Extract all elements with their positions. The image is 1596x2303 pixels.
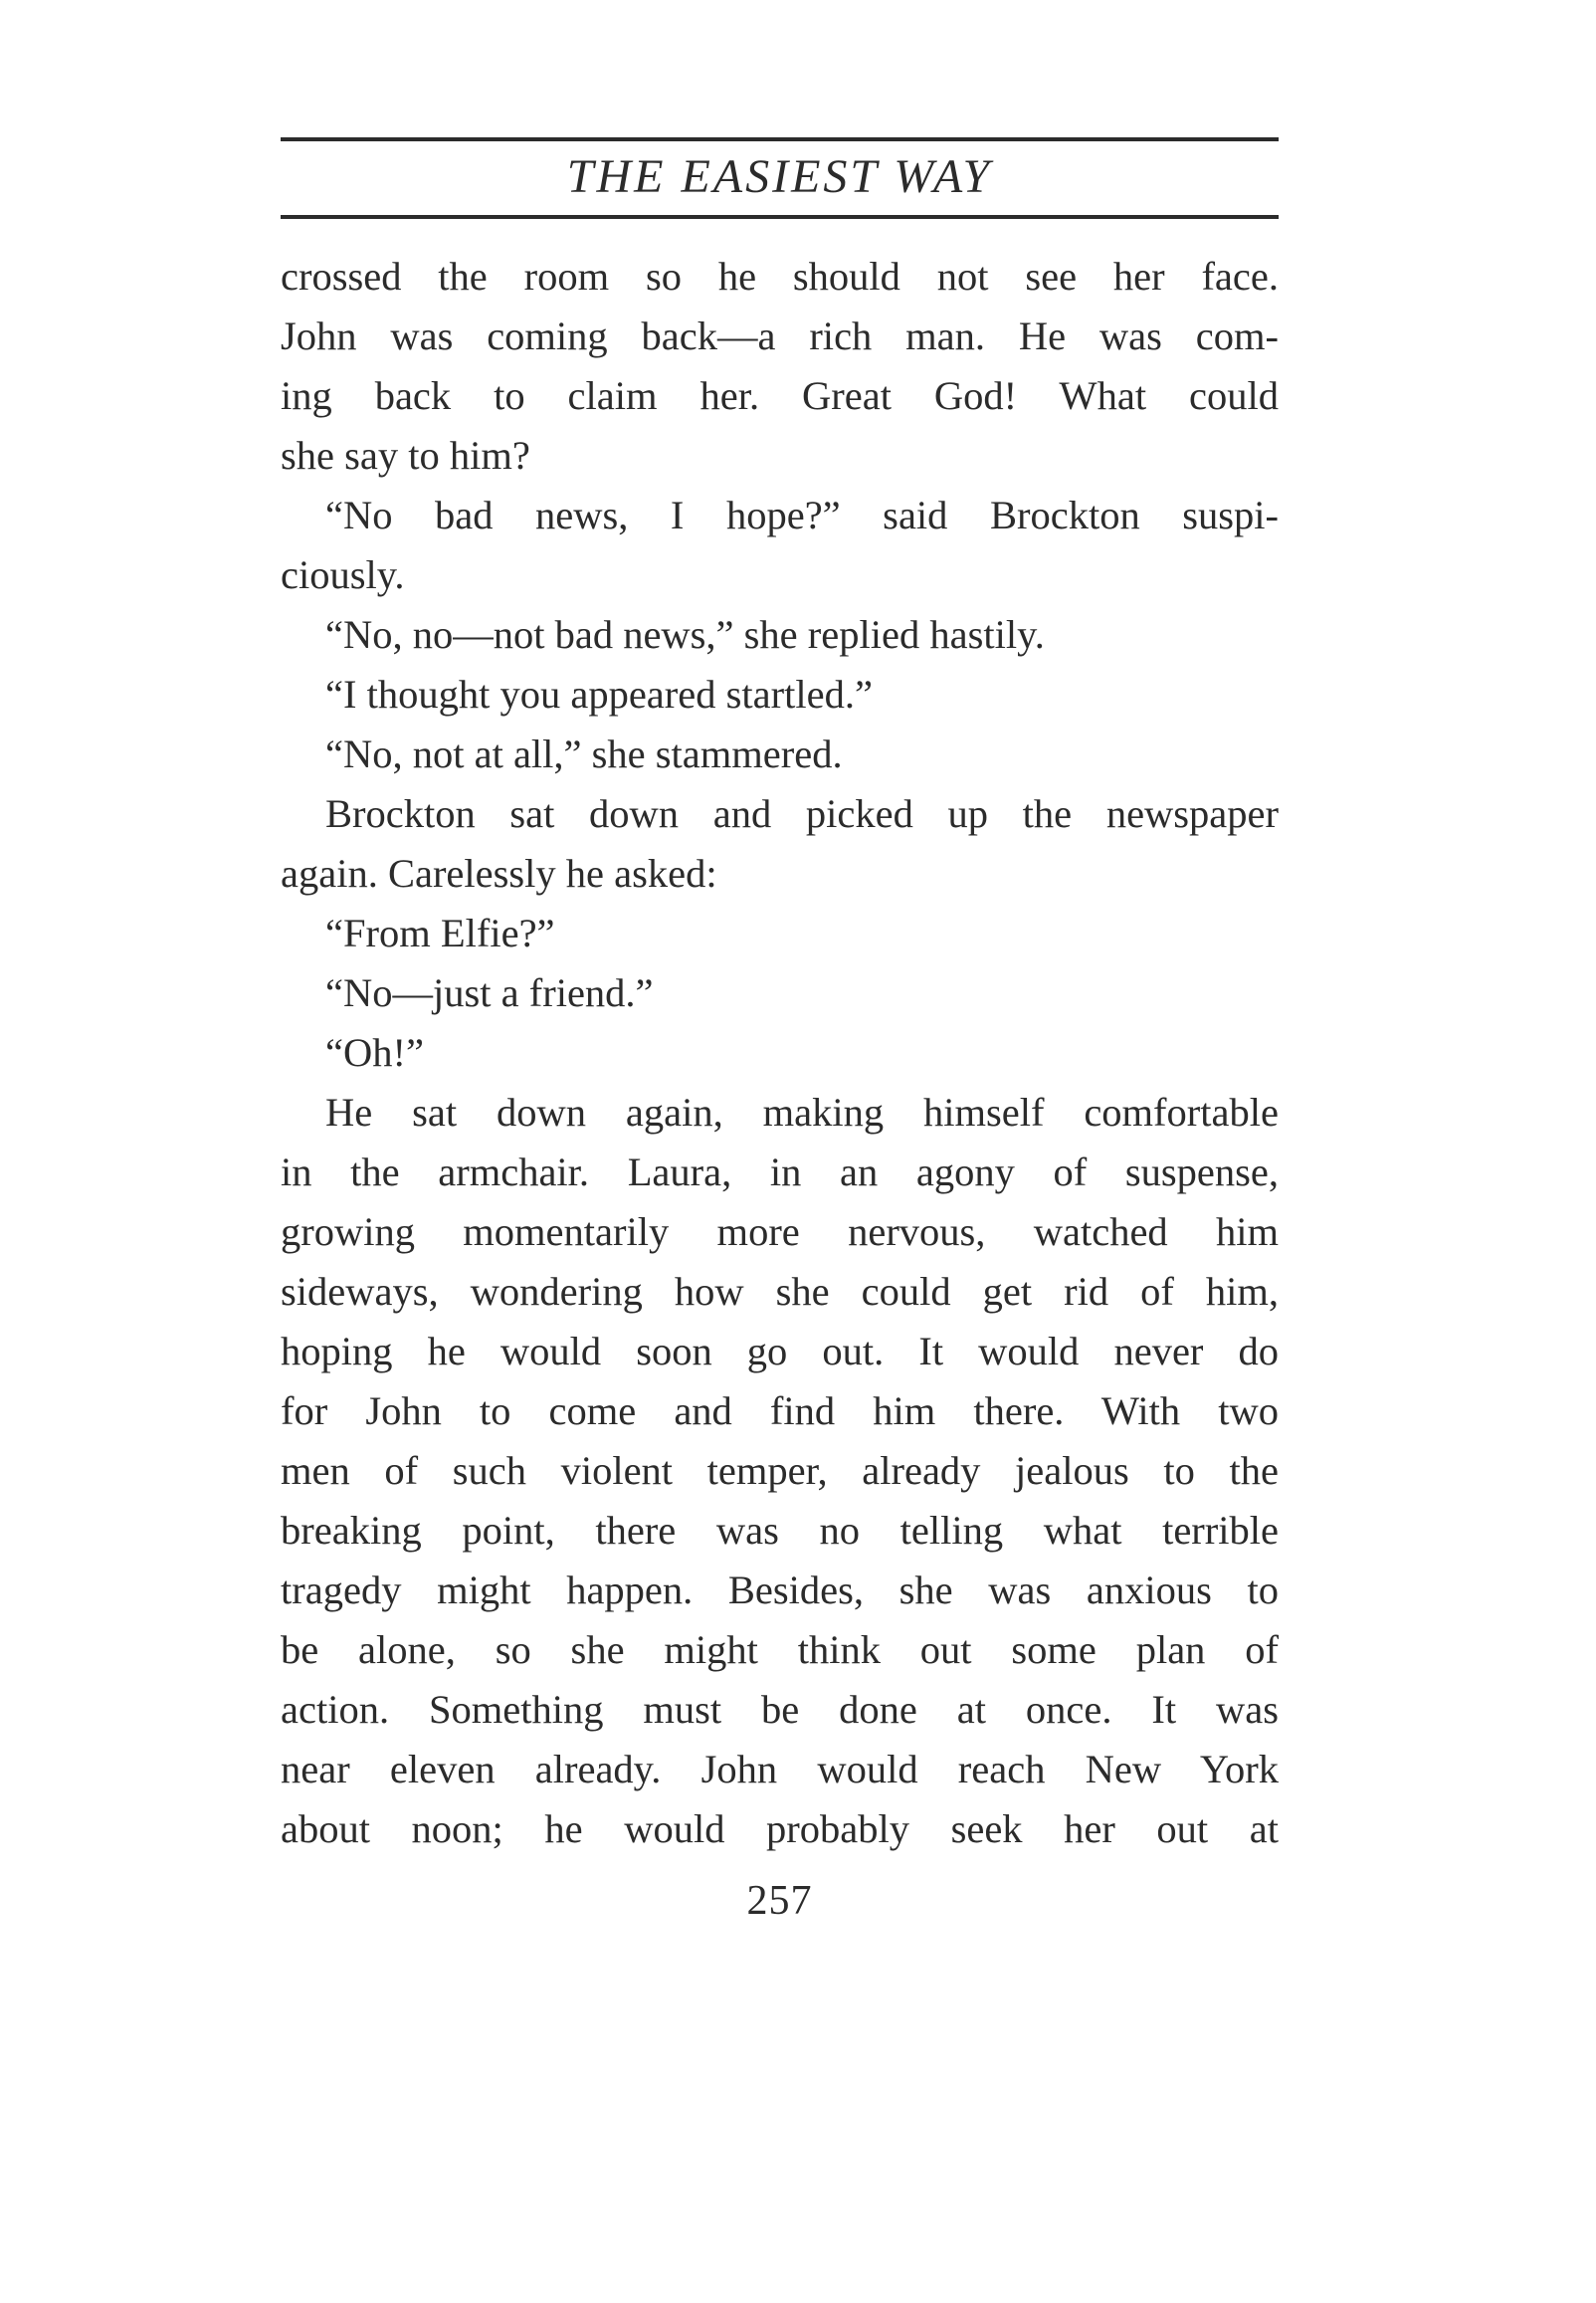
text-line: breaking point, there was no telling what terrible — [281, 1508, 1279, 1553]
text-line: “No bad news, I hope?” said Brockton suspi- — [325, 493, 1279, 537]
text-line: sideways, wondering how she could get rid of him, — [281, 1269, 1279, 1314]
text-line: for John to come and find him there. With two — [281, 1388, 1279, 1433]
text-line: “No—just a friend.” — [325, 970, 654, 1015]
text-line: be alone, so she might think out some plan of — [281, 1627, 1279, 1672]
running-head-title: THE EASIEST WAY — [566, 150, 993, 203]
text-line: men of such violent temper, already jealous to the — [281, 1448, 1279, 1493]
text-line: “Oh!” — [325, 1030, 424, 1075]
text-line: hoping he would soon go out. It would never do — [281, 1329, 1279, 1373]
text-line: ciously. — [281, 552, 405, 597]
text-line: growing momentarily more nervous, watched him — [281, 1209, 1279, 1254]
text-line: tragedy might happen. Besides, she was anxious to — [281, 1568, 1279, 1612]
text-line: again. Carelessly he asked: — [281, 851, 717, 896]
text-line: in the armchair. Laura, in an agony of suspense, — [281, 1150, 1279, 1194]
text-line: “I thought you appeared startled.” — [325, 672, 873, 717]
text-line: she say to him? — [281, 433, 530, 478]
text-line: near eleven already. John would reach New York — [281, 1747, 1279, 1791]
text-line: John was coming back—a rich man. He was com- — [281, 314, 1279, 358]
text-line: “No, not at all,” she stammered. — [325, 732, 843, 776]
body-text — [281, 247, 1279, 1859]
header-rule-bottom — [281, 215, 1279, 219]
text-line: action. Something must be done at once. It was — [281, 1687, 1279, 1732]
page-number: 257 — [746, 1878, 813, 1924]
text-line: He sat down again, making himself comfortable — [325, 1090, 1279, 1135]
text-line: “From Elfie?” — [325, 911, 555, 955]
text-line: ing back to claim her. Great God! What could — [281, 373, 1279, 418]
text-line: crossed the room so he should not see her face. — [281, 254, 1279, 299]
running-head — [281, 137, 1279, 219]
text-line: about noon; he would probably seek her out at — [281, 1806, 1279, 1851]
text-line: Brockton sat down and picked up the newspaper — [325, 791, 1279, 836]
text-line: “No, no—not bad news,” she replied hastily. — [325, 612, 1045, 657]
